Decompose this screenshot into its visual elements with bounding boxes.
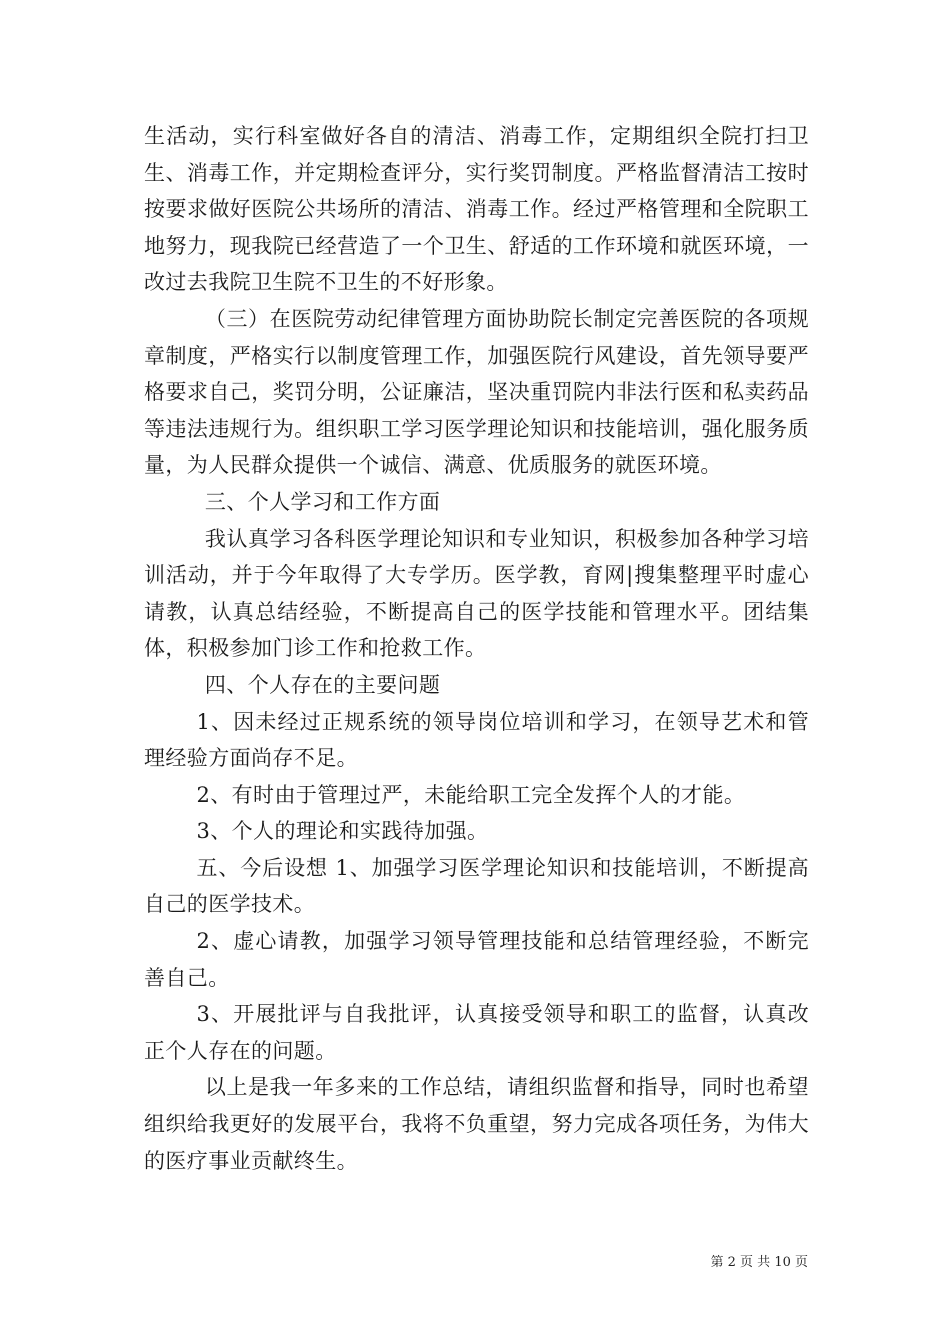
plan-item-3: 3、开展批评与自我批评，认真接受领导和职工的监督，认真改正个人存在的问题。 bbox=[144, 1002, 809, 1063]
problem-item-3: 3、个人的理论和实践待加强。 bbox=[196, 819, 489, 844]
paragraph-study-work: 我认真学习各科医学理论知识和专业知识，积极参加各种学习培训活动，并于今年取得了大专学历。医学教，育网|搜集整理平时虚心请教，认真总结经验，不断提高自己的医学技能和管理水平。团结集体，积极参加门诊工作和抢救工作。 bbox=[144, 526, 809, 661]
plan-item-2: 2、虚心请教，加强学习领导管理技能和总结管理经验，不断完善自己。 bbox=[144, 929, 809, 990]
problem-item-1: 1、因未经过正规系统的领导岗位培训和学习，在领导艺术和管理经验方面尚存不足。 bbox=[144, 709, 809, 771]
section-heading-study-work: 三、个人学习和工作方面 bbox=[204, 489, 441, 514]
problem-item-2: 2、有时由于管理过严，未能给职工完全发挥个人的才能。 bbox=[196, 782, 746, 807]
section-heading-problems: 四、个人存在的主要问题 bbox=[204, 672, 441, 697]
paragraph-labor-discipline: （三）在医院劳动纪律管理方面协助院长制定完善医院的各项规章制度，严格实行以制度管理工作，加强医院行风建设，首先领导要严格要求自己，奖罚分明，公证廉洁，坚决重罚院内非法行医和私卖药品等违法违规行为。组织职工学习医学理论知识和技能培训，强化服务质量，为人民群众提供一个诚信、满意、优质服务的就医环境。 bbox=[144, 306, 809, 478]
document-body bbox=[144, 118, 809, 1179]
section-heading-future-plans: 五、今后设想 1、加强学习医学理论知识和技能培训，不断提高自己的医学技术。 bbox=[144, 855, 809, 917]
paragraph-conclusion: 以上是我一年多来的工作总结，请组织监督和指导，同时也希望组织给我更好的发展平台，我将不负重望，努力完成各项任务，为伟大的医疗事业贡献终生。 bbox=[144, 1075, 809, 1173]
page-number-footer: 第 2 页 共 10 页 bbox=[710, 1255, 808, 1270]
paragraph-continued-hygiene: 生活动，实行科室做好各自的清洁、消毒工作，定期组织全院打扫卫生、消毒工作，并定期检查评分，实行奖罚制度。严格监督清洁工按时按要求做好医院公共场所的清洁、消毒工作。经过严格管理和全院职工地努力，现我院已经营造了一个卫生、舒适的工作环境和就医环境，一改过去我院卫生院不卫生的不好形象。 bbox=[144, 124, 809, 295]
